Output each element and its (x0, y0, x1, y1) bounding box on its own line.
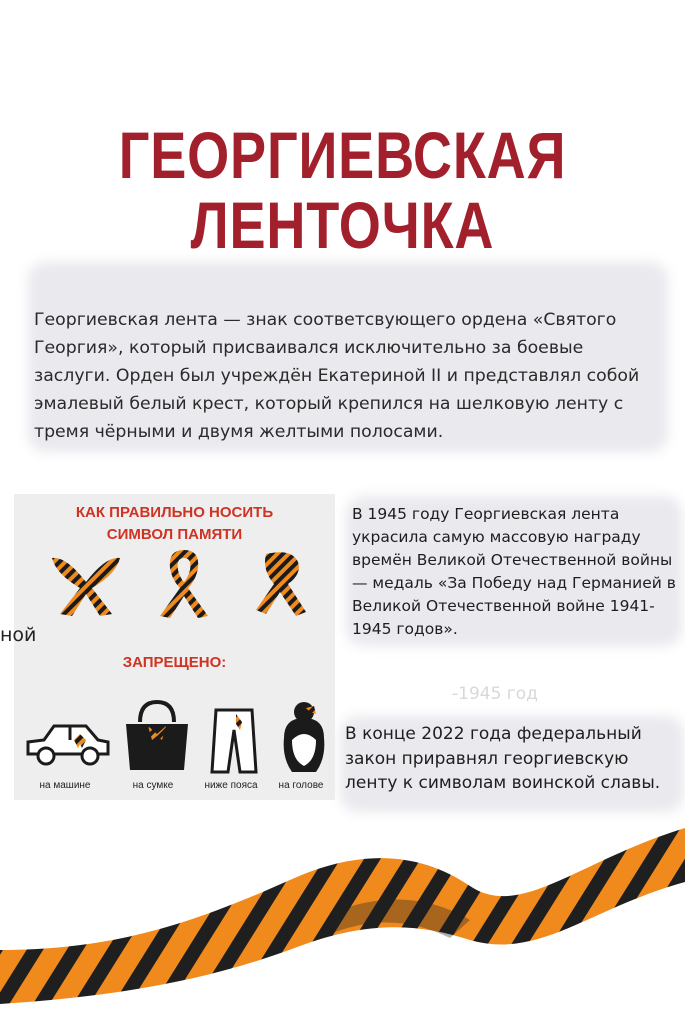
ribbon-loop-icon (154, 546, 214, 622)
caption-bag: на сумке (132, 780, 174, 791)
stray-text: ной (0, 624, 37, 646)
head-icon (276, 698, 332, 776)
card-heading (14, 502, 335, 546)
ribbon-figure-icon (252, 548, 312, 622)
caption-below-waist: ниже пояса (204, 780, 258, 791)
st-george-ribbon-image (0, 800, 685, 1024)
forbidden-heading: ЗАПРЕЩЕНО: (122, 654, 227, 671)
poster-title (62, 120, 624, 260)
card-heading-line-2: СИМВОЛ ПАМЯТИ (106, 526, 243, 543)
caption-car: на машине (39, 780, 91, 791)
ribbon-bow-icon (46, 550, 126, 620)
trousers-icon (208, 706, 260, 776)
fact-law: В конце 2022 года федеральный закон приравнял георгиевскую ленту к символам воинской славы. (345, 724, 661, 793)
car-icon (22, 714, 114, 770)
how-to-wear-card (14, 494, 335, 800)
caption-head: на голове (278, 780, 324, 791)
title-line-2: ЛЕНТОЧКА (190, 188, 495, 262)
card-heading-line-1: КАК ПРАВИЛЬНО НОСИТЬ (75, 504, 274, 521)
intro-paragraph: Георгиевская лента — знак соответсвующего ордена «Святого Георгия», который присваивался исключительно за боевые заслуги. Орден был учреждён Екатериной II и представлял собой эмалевый белый крест, который крепился на шелковую ленту с тремя чёрными и двумя желтыми полосами. (34, 310, 640, 442)
ghost-text: -1945 год (452, 684, 538, 704)
fact-medal: В 1945 году Георгиевская лента украсила самую массовую награду времён Великой Отечественной войны — медаль «За Победу над Германией в Великой Отечественной войне 1941-1945 годов». (352, 505, 676, 638)
title-line-1: ГЕОРГИЕВСКАЯ (118, 118, 567, 192)
bag-icon (118, 696, 196, 774)
